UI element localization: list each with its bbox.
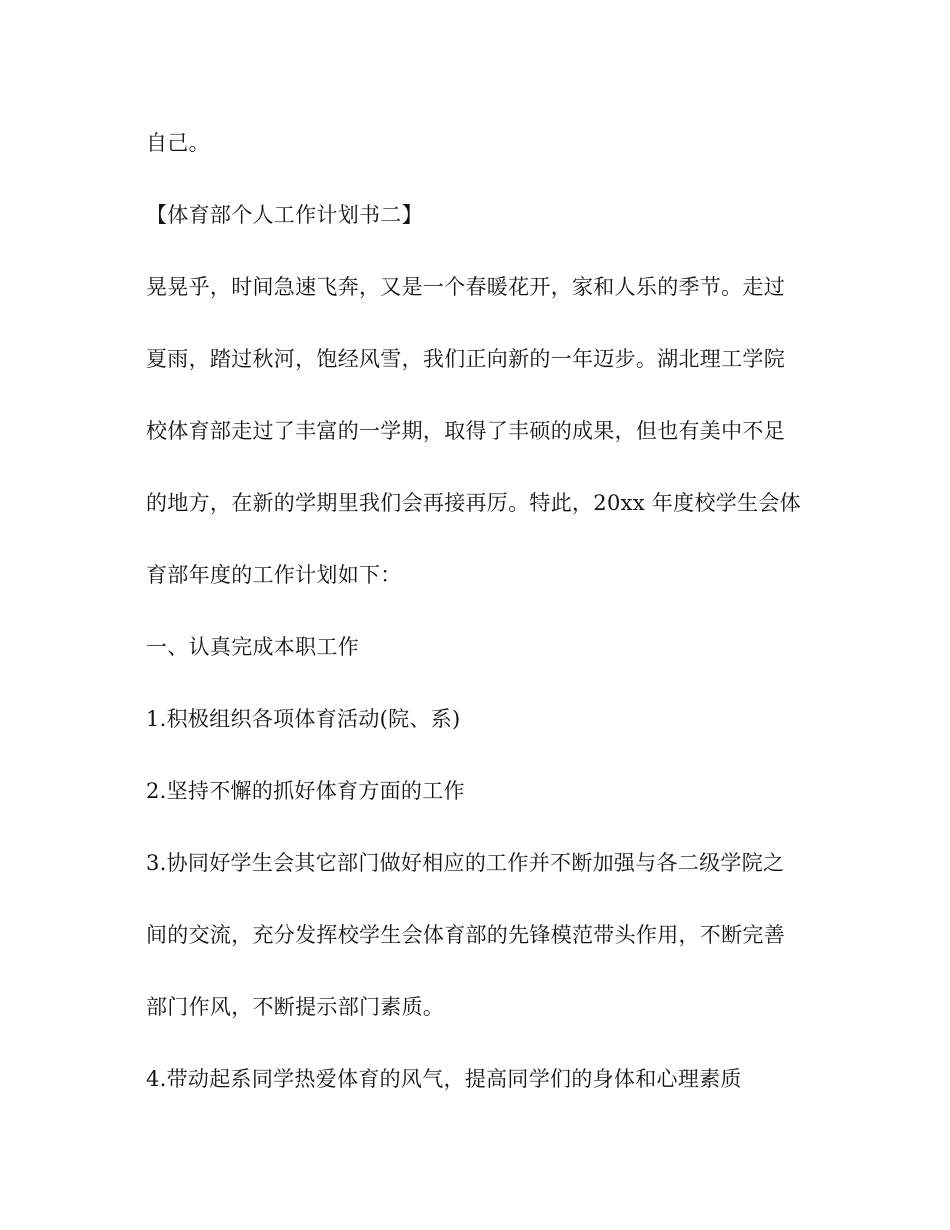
list-item: 4.带动起系同学热爱体育的风气，提高同学们的身体和心理素质 (146, 1067, 742, 1091)
list-item: 3.协同好学生会其它部门做好相应的工作并不断加强与各二级学院之 (146, 851, 785, 875)
list-item: 2.坚持不懈的抓好体育方面的工作 (146, 779, 465, 803)
paragraph-line: 育部年度的工作计划如下： (146, 563, 402, 587)
subheading: 一、认真完成本职工作 (146, 635, 359, 659)
text-line-continuation: 自己。 (146, 131, 210, 155)
paragraph-line: 的地方，在新的学期里我们会再接再厉。特此，20xx 年度校学生会体 (146, 491, 801, 515)
list-item-continuation: 间的交流，充分发挥校学生会体育部的先锋模范带头作用，不断完善 (146, 923, 785, 947)
paragraph-line: 晃晃乎，时间急速飞奔，又是一个春暖花开，家和人乐的季节。走过 (146, 275, 785, 299)
list-item: 1.积极组织各项体育活动(院、系) (146, 707, 461, 731)
paragraph-line: 夏雨，踏过秋河，饱经风雪，我们正向新的一年迈步。湖北理工学院 (146, 347, 785, 371)
section-heading: 【体育部个人工作计划书二】 (146, 203, 423, 227)
list-item-continuation: 部门作风，不断提示部门素质。 (146, 995, 445, 1019)
paragraph-line: 校体育部走过了丰富的一学期，取得了丰硕的成果，但也有美中不足 (146, 419, 785, 443)
